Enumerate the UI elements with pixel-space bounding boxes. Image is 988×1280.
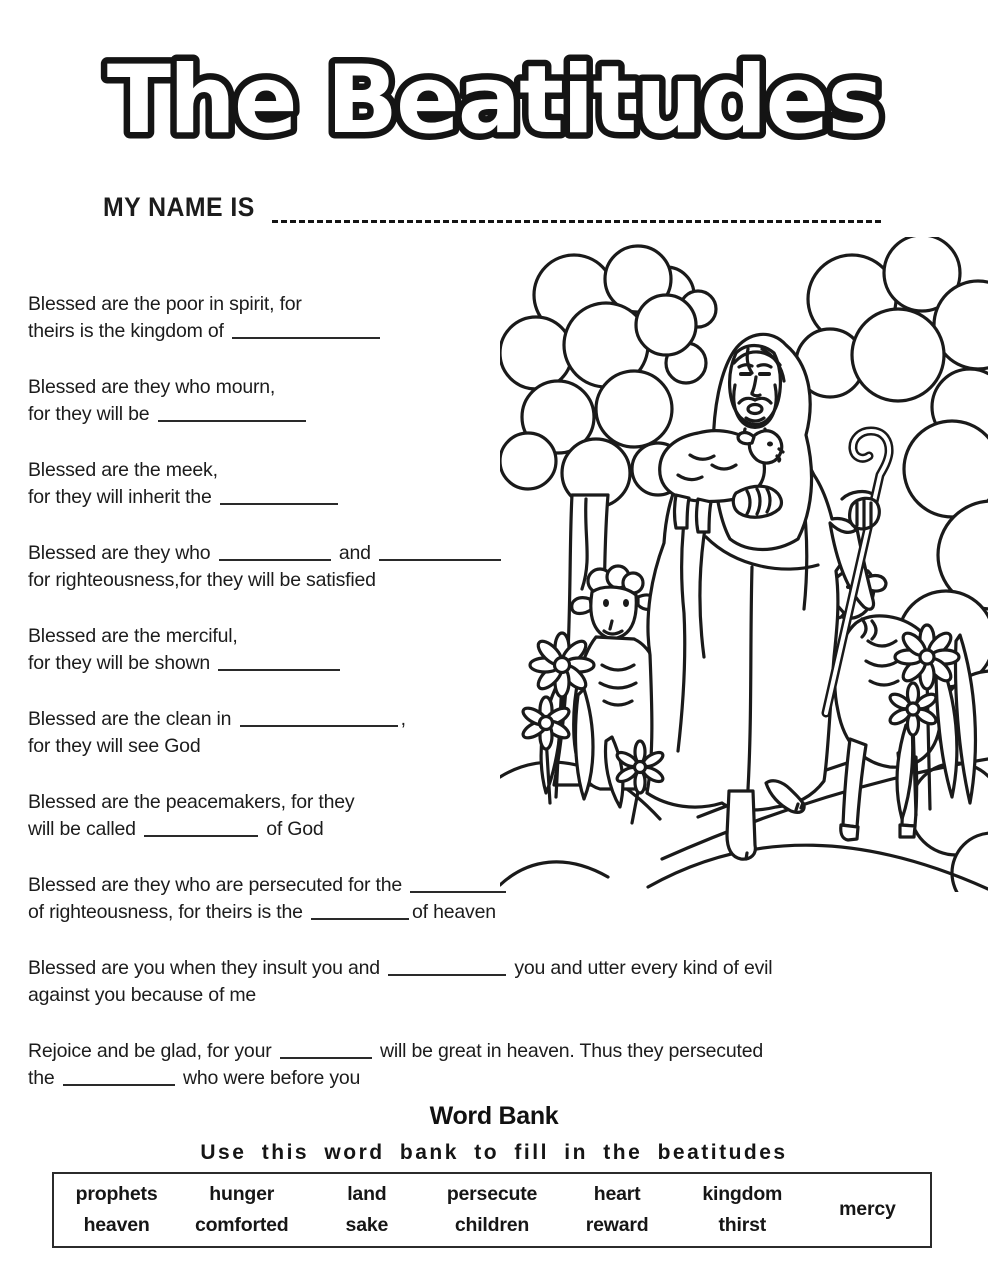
beatitude-text: Blessed are the poor in spirit, for — [28, 293, 302, 315]
beatitude-text: for they will be shown — [28, 652, 216, 674]
beatitude-text: for righteousness,for they will be satisfied — [28, 569, 376, 591]
word-bank-word[interactable]: thirst — [718, 1213, 767, 1236]
fill-in-blank[interactable] — [158, 405, 306, 422]
beatitude-line — [28, 1065, 978, 1092]
beatitude-text: who were before you — [177, 1067, 361, 1089]
word-bank-word[interactable]: prophets — [75, 1183, 158, 1205]
beatitude-10 — [28, 1038, 978, 1092]
word-bank-word[interactable]: persecute — [446, 1183, 538, 1205]
word-bank-column — [680, 1174, 805, 1246]
name-label: MY NAME IS — [103, 192, 255, 222]
word-bank-word[interactable]: kingdom — [702, 1183, 783, 1205]
beatitude-text: of heaven — [412, 901, 496, 923]
fill-in-blank[interactable] — [311, 903, 409, 920]
word-bank-word[interactable]: comforted — [194, 1213, 289, 1236]
beatitude-text: , — [400, 708, 406, 730]
word-bank-heading: Word Bank — [429, 1102, 559, 1130]
word-bank-instruction: Use this word bank to fill in the beatitudes — [200, 1141, 788, 1164]
fill-in-blank[interactable] — [232, 322, 380, 339]
beatitude-text: Blessed are they who mourn, — [28, 376, 276, 398]
beatitude-text: Blessed are you when they insult you and — [28, 957, 386, 979]
fill-in-blank[interactable] — [410, 876, 506, 893]
name-input-line[interactable] — [272, 196, 881, 223]
word-bank-column — [304, 1174, 429, 1246]
word-bank-column — [429, 1174, 554, 1246]
fill-in-blank[interactable] — [280, 1042, 372, 1059]
word-bank-column — [555, 1174, 680, 1246]
fill-in-blank[interactable] — [63, 1069, 175, 1086]
fill-in-blank[interactable] — [240, 710, 398, 727]
beatitude-text: and — [333, 542, 377, 564]
fill-in-blank[interactable] — [388, 959, 506, 976]
beatitude-text: Rejoice and be glad, for your — [28, 1040, 277, 1062]
beatitude-text: theirs is the kingdom of — [28, 320, 229, 342]
beatitude-text: Blessed are the merciful, — [28, 625, 238, 647]
word-bank-word[interactable]: heart — [593, 1183, 641, 1205]
fill-in-blank[interactable] — [220, 488, 338, 505]
fill-in-blank[interactable] — [218, 654, 340, 671]
cradling-hand — [733, 486, 781, 517]
beatitude-text: for they will be — [28, 403, 155, 425]
beatitude-text: will be called — [28, 818, 141, 840]
beatitude-text: you and utter every kind of evil — [509, 957, 773, 979]
word-bank-word[interactable]: heaven — [83, 1213, 150, 1236]
beatitude-text: against you because of me — [28, 984, 257, 1006]
word-bank-columns — [54, 1174, 930, 1246]
beatitude-line — [28, 1038, 978, 1065]
beatitude-text: will be great in heaven. Thus they persecuted — [374, 1040, 764, 1062]
fill-in-blank[interactable] — [219, 544, 331, 561]
title-art — [0, 24, 988, 164]
word-bank-word[interactable]: mercy — [839, 1198, 896, 1221]
beatitude-text: Blessed are the clean in — [28, 708, 237, 730]
beatitude-text: Blessed are the meek, — [28, 459, 218, 481]
beatitude-text: the — [28, 1067, 60, 1089]
beatitude-line — [28, 899, 978, 926]
page-title — [0, 24, 988, 164]
title-text: The Beatitudes — [106, 46, 882, 155]
good-shepherd-art — [500, 237, 988, 892]
beatitude-text: of righteousness, for theirs is the — [28, 901, 309, 923]
beatitude-text: Blessed are they who are persecuted for the — [28, 874, 408, 896]
beatitude-text: for they will see God — [28, 735, 201, 757]
word-bank-word[interactable]: sake — [345, 1213, 389, 1236]
word-bank-column — [805, 1174, 930, 1246]
beatitude-line — [28, 982, 978, 1009]
word-bank-column — [54, 1174, 179, 1246]
beatitude-text: of God — [260, 818, 324, 840]
good-shepherd-illustration — [500, 237, 988, 892]
word-bank-word[interactable]: land — [347, 1183, 387, 1205]
gripping-hand — [850, 498, 880, 529]
word-bank-word[interactable]: hunger — [209, 1183, 275, 1205]
fill-in-blank[interactable] — [379, 544, 501, 561]
beatitude-text: for they will inherit the — [28, 486, 217, 508]
word-bank-word[interactable]: reward — [585, 1213, 649, 1236]
beatitude-text: Blessed are the peacemakers, for they — [28, 791, 355, 813]
beatitude-text: Blessed are they who — [28, 542, 216, 564]
fill-in-blank[interactable] — [144, 820, 258, 837]
word-bank-word[interactable]: children — [454, 1213, 530, 1236]
word-bank-table — [52, 1172, 932, 1248]
beatitude-9 — [28, 955, 978, 1009]
name-row — [103, 192, 881, 223]
beatitude-line — [28, 955, 978, 982]
word-bank-column — [179, 1174, 304, 1246]
